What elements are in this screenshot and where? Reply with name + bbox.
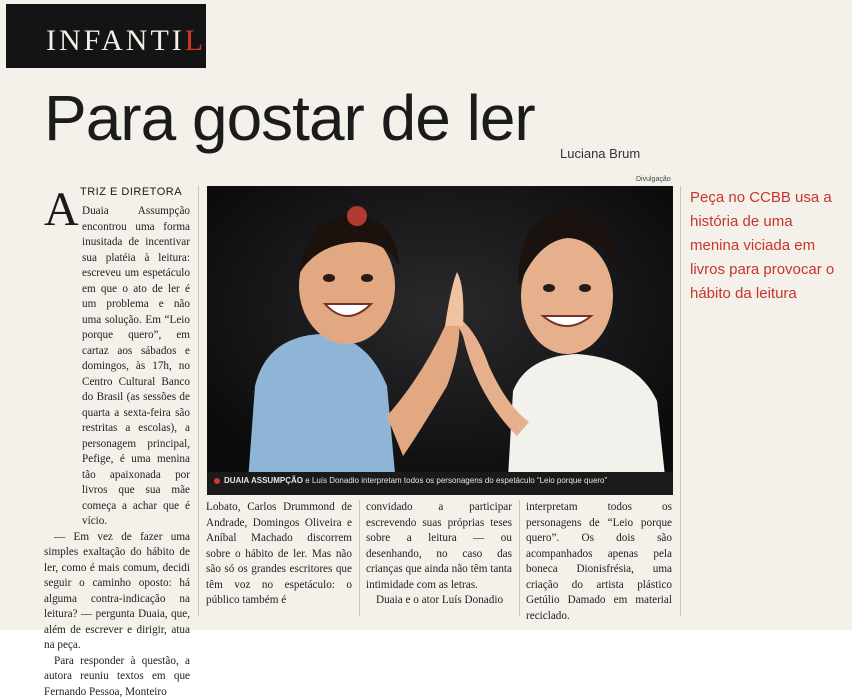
paragraph: interpretam todos os personagens de “Leio porque quero”. Os dois são acompanhados apenas pela boneca Dionisfrésia, uma criação do artista plástico Getúlio Damado em material reciclado. xyxy=(526,500,672,624)
eye xyxy=(543,284,555,292)
eye xyxy=(323,274,335,282)
performers-illustration xyxy=(207,186,673,495)
paragraph: convidado a participar escrevendo suas próprias teses sobre a leitura — ou desenhando, no caso das crianças que ainda não têm tanta intimidade com as letras. xyxy=(366,500,512,593)
headline: Para gostar de ler xyxy=(44,86,535,150)
lead-kicker: TRIZ E DIRETORA xyxy=(80,186,182,198)
pull-quote: Peça no CCBB usa a história de uma menina viciada em livros para provocar o hábito da leitura xyxy=(690,186,838,306)
column-divider xyxy=(519,500,520,616)
article-column-2 xyxy=(206,500,352,609)
paragraph: Lobato, Carlos Drummond de Andrade, Domingos Oliveira e Aníbal Machado discorrem sobre o hábito de ler. Mas não são só os grandes escritores que têm voz no espetáculo: o público também é xyxy=(206,500,352,609)
paragraph: Duaia e o ator Luís Donadio xyxy=(366,593,512,609)
drop-cap: A xyxy=(44,186,79,234)
caption-text: e Luís Donadio interpretam todos os personagens do espetáculo “Leio porque quero” xyxy=(303,476,607,485)
article-column-1 xyxy=(44,204,190,700)
paragraph: Para responder à questão, a autora reuniu textos em que Fernando Pessoa, Monteiro xyxy=(44,654,190,700)
hair-tie xyxy=(347,206,367,226)
photo-credit: Divulgação xyxy=(636,176,671,183)
column-divider xyxy=(680,186,681,616)
column-divider xyxy=(359,500,360,616)
section-label-accent: L xyxy=(185,24,206,57)
article-column-3 xyxy=(366,500,512,609)
eye xyxy=(361,274,373,282)
byline: Luciana Brum xyxy=(560,146,640,161)
paragraph: Duaia Assumpção encontrou uma forma inusitada de incentivar sua platéia à leitura: escreveu um espetáculo em que o ato de ler é um problema e não uma solução. Em “Leio porque quero”, em cartaz aos sábados e domingos, às 17h, no Centro Cultural Banco do Brasil (as sessões de quarta a sexta-feira são restritas a escolas), a personagem principal, Pefige, é uma menina tão apaixonada por livros que sua mãe começa a achar que é vício. xyxy=(44,204,190,530)
article-column-4 xyxy=(526,500,672,624)
photo-caption xyxy=(214,476,607,485)
eye xyxy=(579,284,591,292)
column-divider xyxy=(198,186,199,616)
section-label xyxy=(46,24,206,58)
section-label-main: INFANTI xyxy=(46,24,185,57)
article-photo xyxy=(207,186,673,495)
caption-bullet-icon xyxy=(214,478,220,484)
paragraph: — Em vez de fazer uma simples exaltação do hábito de ler, como é mais comum, decidi seguir o caminho oposto: há alguma contra-indicação na leitura? — pergunta Duaia, que, além de escrever e dirigir, atua na peça. xyxy=(44,530,190,654)
caption-names: DUAIA ASSUMPÇÃO xyxy=(224,476,303,485)
